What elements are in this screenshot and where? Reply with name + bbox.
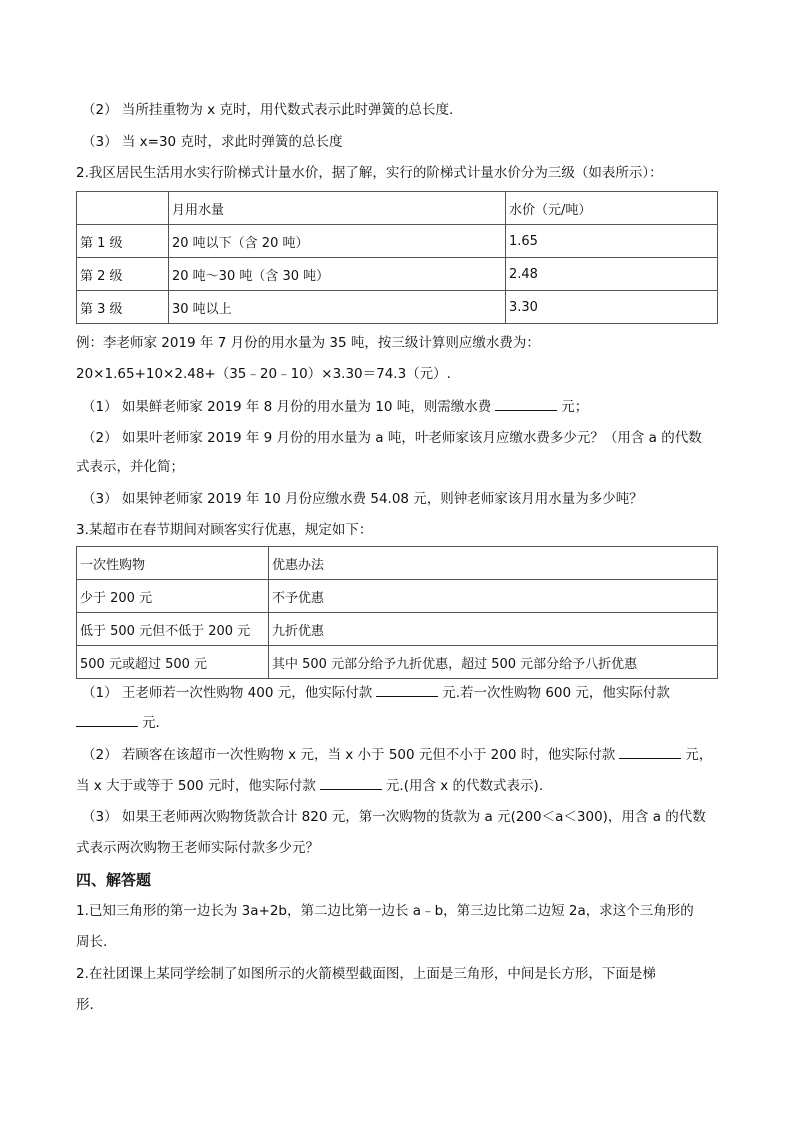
- answer-blank[interactable]: [76, 712, 138, 727]
- table-cell: 九折优惠: [269, 613, 718, 646]
- problem2-intro: 2.我区居民生活用水实行阶梯式计量水价，据了解，实行的阶梯式计量水价分为三级（如表所示）：: [76, 165, 663, 181]
- q-text: 当 x 大于或等于 500 元时，他实际付款: [76, 778, 316, 794]
- q-text: （2） 若顾客在该超市一次性购物 x 元，当 x 小于 500 元但不小于 200 时，他实际付款: [82, 747, 616, 763]
- section4-p1-line1: 1.已知三角形的第一边长为 3a+2b，第二边比第一边长 a﹣b，第三边比第二边短 2a，求这个三角形的: [76, 903, 694, 919]
- discount-table: [76, 546, 718, 679]
- table-cell: 2.48: [506, 258, 718, 291]
- q-text: 元，: [685, 747, 713, 763]
- problem2-q2-line2: 式表示，并化简；: [76, 459, 184, 475]
- table-row: [77, 613, 718, 646]
- table-row: [77, 646, 718, 679]
- q-text: 元.: [142, 715, 160, 731]
- table-cell: 不予优惠: [269, 580, 718, 613]
- table-cell: 一次性购物: [77, 547, 269, 580]
- table-cell: 3.30: [506, 291, 718, 324]
- table-cell: 水价（元/吨）: [506, 192, 718, 225]
- table-row: [77, 291, 718, 324]
- table-cell: 30 吨以上: [169, 291, 506, 324]
- table-row: [77, 258, 718, 291]
- q-text: （1） 如果鲜老师家 2019 年 8 月份的用水量为 10 吨，则需缴水费: [82, 399, 492, 415]
- example-line-1: 例：李老师家 2019 年 7 月份的用水量为 35 吨，按三级计算则应缴水费为：: [76, 335, 540, 351]
- q-text: 元.若一次性购物 600 元，他实际付款: [442, 685, 670, 701]
- table-cell: 20 吨以下（含 20 吨）: [169, 225, 506, 258]
- answer-blank[interactable]: [376, 682, 438, 697]
- table-row: [77, 225, 718, 258]
- q-text: 元；: [561, 399, 589, 415]
- table-cell: 第 3 级: [77, 291, 169, 324]
- table-cell: 第 2 级: [77, 258, 169, 291]
- q-text: 元.(用含 x 的代数式表示).: [385, 778, 544, 794]
- problem3-q3-line1: （3） 如果王老师两次购物货款合计 820 元，第一次购物的货款为 a 元(200＜a＜300)，用含 a 的代数: [82, 809, 706, 825]
- problem3-q1-line2: [76, 712, 734, 733]
- water-price-table: [76, 191, 718, 324]
- q2-sub3-text: （3） 当 x=30 克时，求此时弹簧的总长度: [82, 134, 343, 150]
- table-cell: 1.65: [506, 225, 718, 258]
- section4-p1-line2: 周长.: [76, 934, 108, 950]
- problem3-q1-line1: [82, 682, 734, 703]
- table-cell: 月用水量: [169, 192, 506, 225]
- answer-blank[interactable]: [619, 744, 681, 759]
- answer-blank[interactable]: [495, 396, 557, 411]
- problem2-q1: [82, 396, 734, 417]
- table-cell: 优惠办法: [269, 547, 718, 580]
- section4-p2-line1: 2.在社团课上某同学绘制了如图所示的火箭模型截面图，上面是三角形，中间是长方形，下面是梯: [76, 966, 656, 982]
- q2-sub2-text: （2） 当所挂重物为 x 克时，用代数式表示此时弹簧的总长度.: [82, 102, 454, 118]
- q-text: （1） 王老师若一次性购物 400 元，他实际付款: [82, 685, 373, 701]
- table-cell: 500 元或超过 500 元: [77, 646, 269, 679]
- problem2-q3: （3） 如果钟老师家 2019 年 10 月份应缴水费 54.08 元，则钟老师家该月用水量为多少吨？: [82, 491, 643, 507]
- example-line-2: 20×1.65+10×2.48+（35﹣20﹣10）×3.30＝74.3（元）.: [76, 366, 451, 382]
- section4-p2-line2: 形.: [76, 997, 94, 1013]
- table-cell: [77, 192, 169, 225]
- table-cell: 少于 200 元: [77, 580, 269, 613]
- table-header-row: [77, 547, 718, 580]
- table-cell: 其中 500 元部分给予九折优惠，超过 500 元部分给予八折优惠: [269, 646, 718, 679]
- problem2-q2-line1: （2） 如果叶老师家 2019 年 9 月份的用水量为 a 吨，叶老师家该月应缴水费多少元？（用含 a 的代数: [82, 430, 702, 446]
- problem3-intro: 3.某超市在春节期间对顾客实行优惠，规定如下：: [76, 522, 373, 538]
- problem3-q3-line2: 式表示两次购物王老师实际付款多少元？: [76, 840, 319, 856]
- problem3-q2-line2: [76, 775, 734, 796]
- section-heading: 四、解答题: [76, 871, 152, 889]
- problem3-q2-line1: [82, 744, 734, 765]
- table-cell: 第 1 级: [77, 225, 169, 258]
- table-row: [77, 580, 718, 613]
- table-cell: 低于 500 元但不低于 200 元: [77, 613, 269, 646]
- answer-blank[interactable]: [320, 775, 382, 790]
- table-cell: 20 吨～30 吨（含 30 吨）: [169, 258, 506, 291]
- table-header-row: [77, 192, 718, 225]
